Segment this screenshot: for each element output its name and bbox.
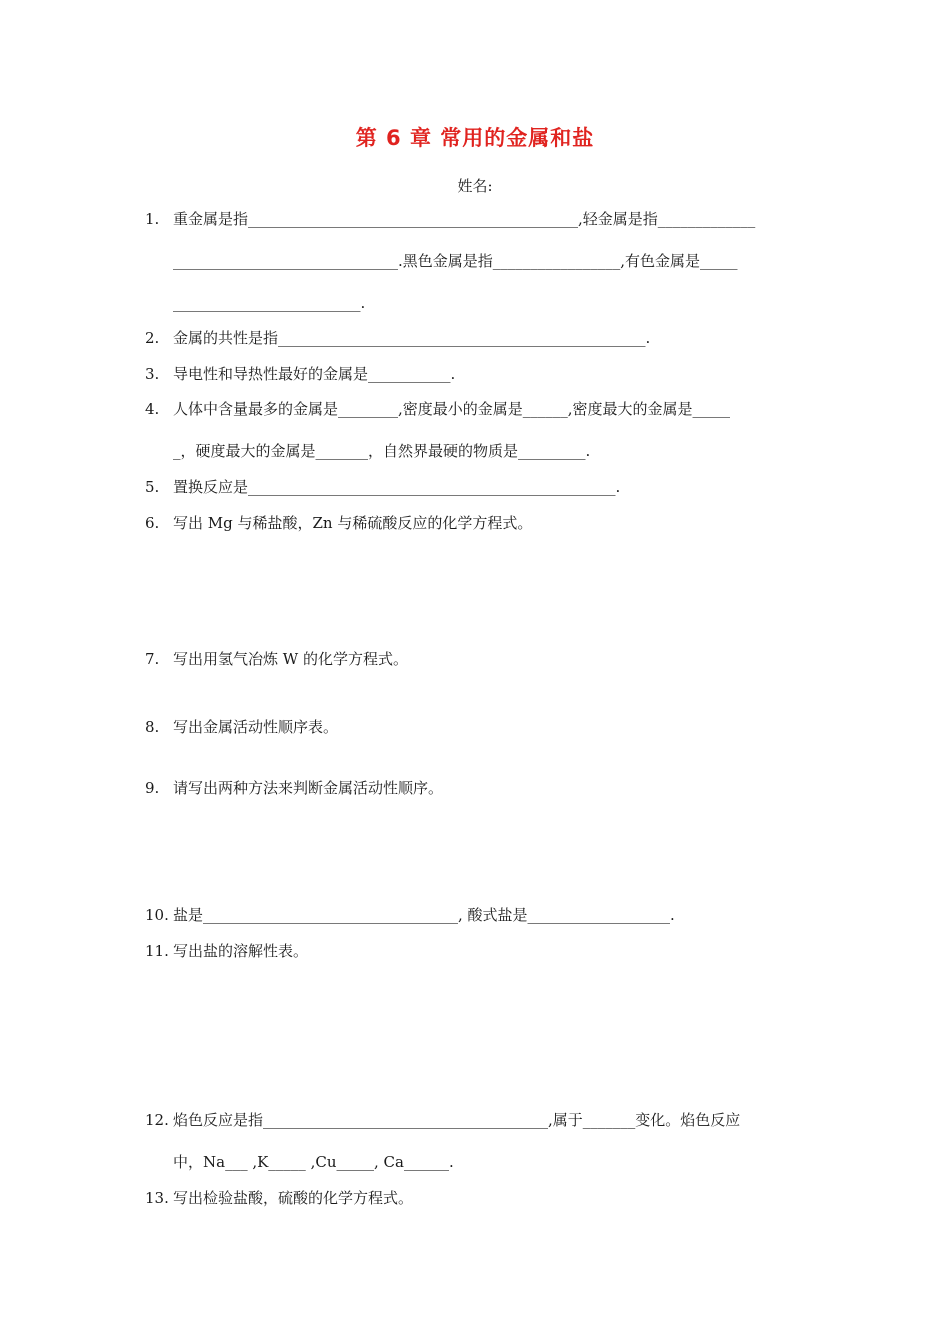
item-number: 2. xyxy=(145,329,160,347)
item-text: 写出盐的溶解性表。 xyxy=(173,942,309,960)
item-number: 9. xyxy=(145,779,160,797)
item-number: 12. xyxy=(145,1111,169,1129)
item-number: 10. xyxy=(145,906,169,924)
item-number: 5. xyxy=(145,478,160,496)
page-title: 第 6 章 常用的金属和盐 xyxy=(355,126,595,150)
item-text: 人体中含量最多的金属是________,密度最小的金属是______,密度最大的金属是_____ xyxy=(173,400,731,418)
item-text: 导电性和导热性最好的金属是___________. xyxy=(173,365,456,383)
item-number: 4. xyxy=(145,400,160,418)
item-text: 写出金属活动性顺序表。 xyxy=(173,718,339,736)
item-number: 13. xyxy=(145,1189,169,1207)
item-number: 3. xyxy=(145,365,160,383)
name-label: 姓名: xyxy=(457,177,493,195)
item-text: _，硬度最大的金属是_______，自然界最硬的物质是_________. xyxy=(173,442,591,460)
item-number: 8. xyxy=(145,718,160,736)
item-text: 中，Na___ ,K_____ ,Cu_____, Ca______. xyxy=(173,1153,454,1171)
item-number: 1. xyxy=(145,210,160,228)
item-number: 11. xyxy=(145,942,169,960)
item-text: 写出 Mg 与稀盐酸，Zn 与稀硫酸反应的化学方程式。 xyxy=(173,514,533,532)
item-number: 7. xyxy=(145,650,160,668)
item-text: 写出用氢气冶炼 W 的化学方程式。 xyxy=(173,650,408,668)
item-text: 请写出两种方法来判断金属活动性顺序。 xyxy=(173,779,444,797)
item-text: 盐是__________________________________, 酸式盐是___________________. xyxy=(173,906,675,924)
item-text: ______________________________.黑色金属是指_________________,有色金属是_____ xyxy=(173,252,738,270)
item-number: 6. xyxy=(145,514,160,532)
item-text: 金属的共性是指_________________________________________________. xyxy=(173,329,651,347)
item-text: 焰色反应是指______________________________________,属于_______变化。焰色反应 xyxy=(173,1111,741,1129)
item-text: _________________________. xyxy=(173,294,366,312)
item-text: 重金属是指____________________________________________,轻金属是指_____________ xyxy=(173,210,756,228)
item-text: 置换反应是_________________________________________________. xyxy=(173,478,621,496)
item-text: 写出检验盐酸，硫酸的化学方程式。 xyxy=(173,1189,414,1207)
